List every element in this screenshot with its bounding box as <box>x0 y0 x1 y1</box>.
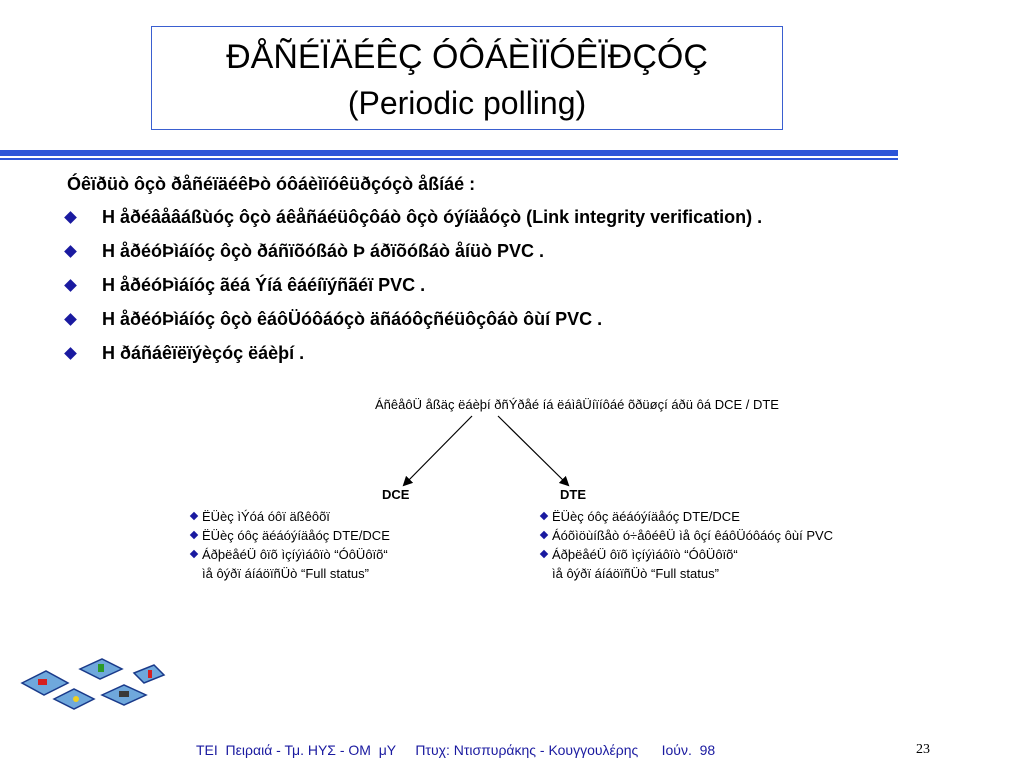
dte-error-text: Áóõìöùíßåò ó÷åôéêÜ ìå ôçí êáôÜóôáóç ôùí PVC <box>552 528 834 543</box>
bullet-text: H åðéóÞìáíóç ôçò ðáñïõóßáò Þ áðïõóßáò åíüò PVC . <box>102 241 545 261</box>
slide-title: ÐÅÑÉÏÄÉÊÇ ÓÔÁÈÌÏÓÊÏÐÇÓÇ <box>226 38 708 76</box>
dce-error-text: ËÜèç ìÝóá óôï äßêôõï <box>202 509 330 524</box>
bullet-text: H åðéóÞìáíóç ãéá Ýíá êáéíïýñãéï PVC . <box>102 275 426 295</box>
diamond-bullet-icon <box>540 550 548 558</box>
dte-error-item <box>540 526 833 545</box>
dce-error-item <box>190 526 390 545</box>
arrow-to-dte <box>498 416 568 485</box>
footer-text: ΤΕΙ Πειραιά - Τμ. ΗΥΣ - ΟΜ μΥ Πτυχ: Ντισπυράκης - Κουγγουλέρης Ιούν. 98 <box>196 742 716 758</box>
dce-error-item <box>190 545 390 564</box>
dce-heading: DCE <box>382 487 410 502</box>
dte-error-continuation: ìå ôýðï áíáöïñÜò “Full status” <box>552 566 719 581</box>
diamond-bullet-icon <box>540 512 548 520</box>
error-types-text: ÁñêåôÜ åßäç ëáèþí ðñÝðåé íá ëáìâÜíïíôáé õðüøçí áðü ôá DCE / DTE <box>375 397 779 412</box>
dte-heading: DTE <box>560 487 586 502</box>
dce-error-item <box>190 507 390 526</box>
bullet-text: H åðéâåâáßùóç ôçò áêåñáéüôçôáò ôçò óýíäåóçò (Link integrity verification) . <box>102 207 763 227</box>
bullet-text: H ðáñáêïëïýèçóç ëáèþí . <box>102 343 305 363</box>
diamond-bullet-icon <box>190 512 198 520</box>
dce-error-list <box>190 507 390 583</box>
puzzle-pieces-icon <box>16 655 166 715</box>
diamond-bullet-icon <box>540 531 548 539</box>
diamond-bullet-icon <box>190 531 198 539</box>
dte-error-item <box>540 545 833 564</box>
dte-error-item <box>540 507 833 526</box>
dte-error-text: ÁðþëåéÜ ôïõ ìçíýìáôïò “ÓôÜôïõ“ <box>552 547 738 562</box>
intro-text: Óêïðüò ôçò ðåñéïäéêÞò óôáèìïóêüðçóçò åßíáé : <box>67 174 476 194</box>
dte-error-text: ËÜèç óôç äéáóýíäåóç DTE/DCE <box>552 509 740 524</box>
dce-error-text: ËÜèç óôç äéáóýíäåóç DTE/DCE <box>202 528 390 543</box>
page-number: 23 <box>916 742 930 757</box>
dte-error-list <box>540 507 833 583</box>
bullet-text: H åðéóÞìáíóç ôçò êáôÜóôáóçò äñáóôçñéüôçôáò ôùí PVC . <box>102 309 603 329</box>
slide-subtitle: (Periodic polling) <box>347 85 587 121</box>
arrow-to-dce <box>404 416 472 485</box>
diamond-bullet-icon <box>190 550 198 558</box>
dce-error-text: ÁðþëåéÜ ôïõ ìçíýìáôïò “ÓôÜôïõ“ <box>202 547 388 562</box>
dce-error-continuation: ìå ôýðï áíáöïñÜò “Full status” <box>202 566 369 581</box>
